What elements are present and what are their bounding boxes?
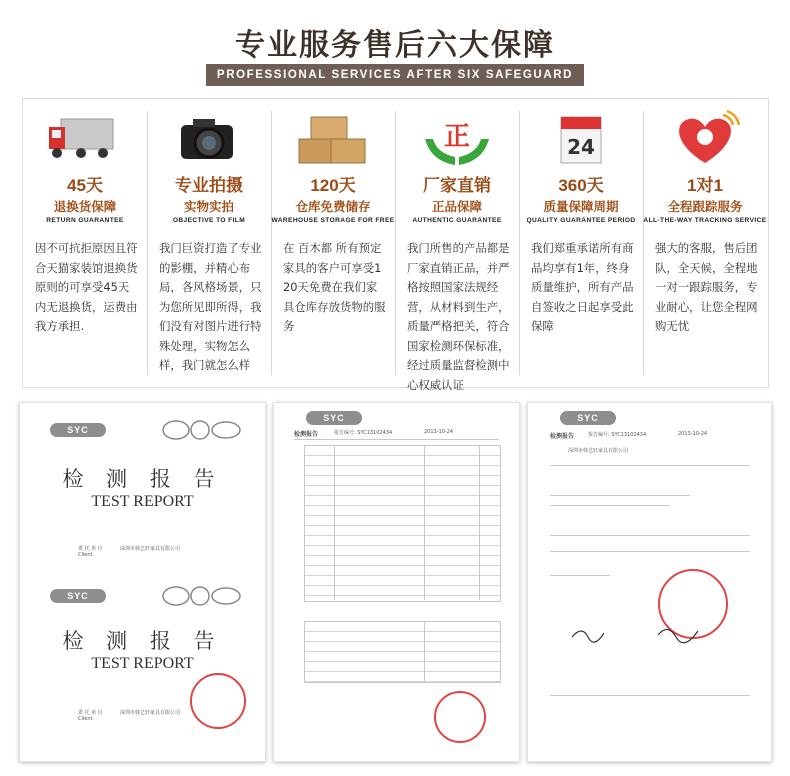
report-date: 2013-10-24 — [678, 431, 708, 437]
report-title-en: TEST REPORT — [91, 655, 194, 672]
syc-logo: SYC — [50, 423, 106, 437]
camera-icon — [169, 109, 249, 169]
heart-support-icon — [665, 109, 745, 169]
guarantee-en: AUTHENTIC GUARANTEE — [412, 217, 502, 224]
guarantee-big: 45天 — [67, 176, 103, 195]
client-name: 深圳市韩艺轩家具有限公司 — [120, 710, 181, 716]
syc-logo: SYC — [306, 411, 362, 425]
certification-marks-icon — [162, 585, 242, 607]
guarantee-desc: 我门巨资打造了专业的影棚，并精心布局，各风格场景，只为您所见即所得，我们没有对图片进行特殊处理，实物怎么样，我门就怎么样 — [159, 241, 262, 372]
report-title-en: TEST REPORT — [91, 493, 194, 510]
guarantee-big: 1对1 — [687, 176, 723, 195]
guarantee-tracking — [643, 99, 767, 387]
guarantee-quality — [519, 99, 643, 387]
syc-logo: SYC — [50, 589, 106, 603]
guarantee-sub: 退换货保障 — [53, 199, 117, 214]
guarantee-sub: 仓库免费储存 — [295, 199, 371, 214]
test-report-table — [273, 402, 520, 762]
subtitle-banner: PROFESSIONAL SERVICES AFTER SIX SAFEGUARD — [206, 64, 584, 86]
test-report-cover — [19, 402, 266, 762]
guarantee-desc: 强大的客服，售后团队，全天候，全程地一对一跟踪服务，专业耐心，让您全程网购无忧 — [655, 241, 758, 333]
guarantee-authentic — [395, 99, 519, 392]
guarantee-desc: 我门所售的产品都是厂家直销正品，并严格按照国家法规经营，从材料到生产，质量严格把关，符合国家检测环保标准，经过质量监督检测中心权威认证 — [407, 241, 510, 392]
guarantee-en: QUALITY GUARANTEE PERIOD — [526, 217, 636, 224]
syc-logo: SYC — [560, 411, 616, 425]
table-rule — [479, 445, 480, 600]
table-rule — [424, 445, 425, 600]
guarantee-sub: 全程跟踪服务 — [667, 199, 743, 214]
guarantee-en: RETURN GUARANTEE — [46, 217, 124, 224]
delivery-truck-icon — [45, 109, 125, 169]
text-line — [550, 695, 750, 696]
test-report-signature — [527, 402, 772, 762]
calendar-number: 24 — [567, 135, 595, 159]
text-line — [550, 535, 750, 536]
report-date: 2013-10-24 — [424, 429, 454, 435]
text-line — [550, 465, 750, 466]
guarantee-desc: 我们郑重承诺所有商品均享有1年，终身质量维护，所有产品自签收之日起享受此保障 — [531, 241, 634, 333]
guarantee-en: WAREHOUSE STORAGE FOR FREE — [271, 217, 395, 224]
text-line — [550, 551, 750, 552]
authentic-char: 正 — [443, 122, 471, 152]
guarantee-big: 专业拍摄 — [175, 176, 243, 195]
report-title-cn: 检 测 报 告 — [62, 629, 223, 653]
report-heading: 检测报告 — [294, 431, 319, 438]
guarantee-return — [23, 99, 147, 387]
text-line — [550, 575, 610, 576]
page-title: 专业服务售后六大保障 — [235, 28, 555, 63]
text-line — [550, 495, 690, 496]
table-rule — [424, 621, 425, 681]
signature-icon — [568, 621, 728, 645]
report-number: 报告编号: SYC13102434 — [588, 432, 647, 438]
client-name: 深圳市韩艺轩家具有限公司 — [120, 546, 181, 552]
client-label-en: Client — [78, 716, 93, 722]
guarantee-big: 120天 — [310, 176, 356, 195]
guarantee-sub: 质量保障周期 — [543, 199, 619, 214]
certification-marks-icon — [162, 419, 242, 441]
stamp — [190, 673, 246, 729]
client-name: 深圳市韩艺轩家具有限公司 — [568, 448, 629, 454]
client-label-en: Client — [78, 552, 93, 558]
boxes-icon — [293, 109, 373, 169]
guarantee-desc: 在 百木都 所有预定家具的客户可享受120天免费在我们家具仓库存放货物的服务 — [283, 241, 386, 333]
guarantee-sub: 正品保障 — [431, 199, 482, 214]
report-heading: 检测报告 — [550, 433, 575, 440]
hands-authentic-icon — [417, 109, 497, 169]
report-title-cn: 检 测 报 告 — [62, 467, 223, 491]
guarantee-big: 360天 — [558, 176, 604, 195]
guarantee-big: 厂家直销 — [423, 176, 491, 195]
client-label: 委 托 单 位 — [78, 546, 103, 552]
guarantee-panel — [22, 98, 769, 392]
guarantee-desc: 因不可抗拒原因且符合天猫家装馆退换货原则的可享受45天内无退换货，运费由我方承担. — [35, 241, 138, 333]
guarantee-en: ALL-THE-WAY TRACKING SERVICE — [643, 217, 767, 224]
table-rule — [294, 439, 499, 440]
text-line — [550, 505, 670, 506]
stamp — [434, 691, 486, 743]
calendar-icon — [541, 109, 621, 169]
guarantee-sub: 实物实拍 — [183, 199, 234, 214]
guarantee-film — [147, 99, 271, 387]
table-rule — [334, 445, 335, 600]
guarantee-storage — [271, 99, 395, 387]
guarantee-en: OBJECTIVE TO FILM — [172, 217, 246, 224]
client-label: 委 托 单 位 — [78, 710, 103, 716]
results-table-2 — [304, 621, 501, 683]
report-number: 报告编号: SYC13102434 — [334, 430, 393, 436]
